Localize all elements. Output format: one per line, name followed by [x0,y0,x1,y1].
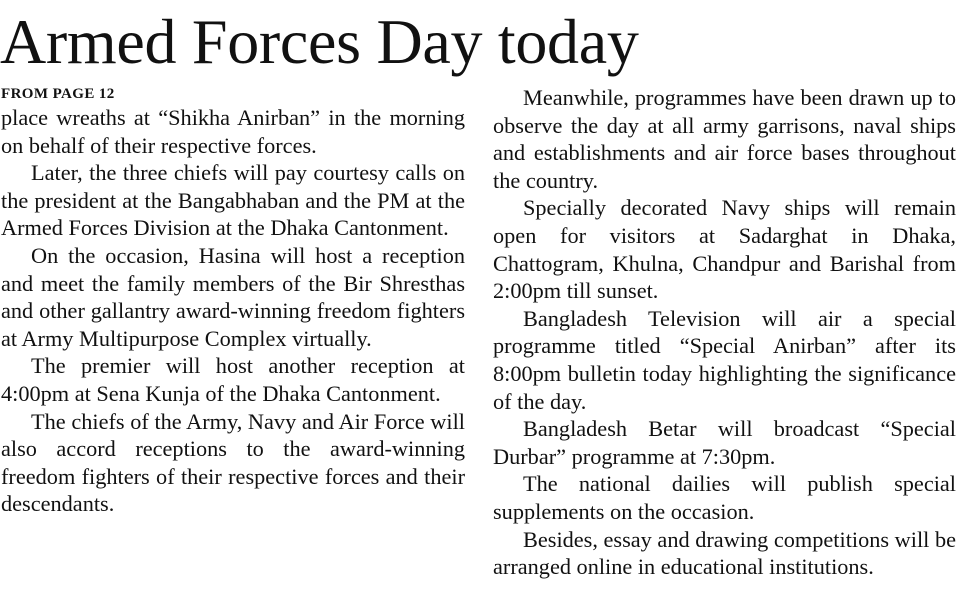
jump-line: FROM PAGE 12 [1,86,115,102]
paragraph: The chiefs of the Army, Navy and Air Force will also accord receptions to the award-winning freedom fighters of their respective forces and their descendants. [1,408,465,517]
paragraph: The national dailies will publish special supplements on the occasion. [493,471,956,524]
paragraph: Besides, essay and drawing competitions will be arranged online in educational institutions. [493,526,956,580]
paragraph: Bangladesh Betar will broadcast “Special Durbar” programme at 7:30pm. [493,416,956,469]
paragraph: Later, the three chiefs will pay courtesy calls on the president at the Bangabhaban and the PM at the Armed Forces Division at the Dhaka Cantonment. [1,160,465,241]
paragraph: On the occasion, Hasina will host a reception and meet the family members of the Bir Shresthas and other gallantry award-winning freedom fighters at Army Multipurpose Complex virtually. [1,242,465,351]
article-column-left [1,84,465,518]
headline: Armed Forces Day today [0,6,639,77]
paragraph: Meanwhile, programmes have been drawn up to observe the day at all army garrisons, naval ships and establishments and air force bases throughout the country. [493,85,956,193]
paragraph: The premier will host another reception at 4:00pm at Sena Kunja of the Dhaka Cantonment. [1,353,465,406]
paragraph: place wreaths at “Shikha Anirban” in the morning on behalf of their respective forces. [1,105,465,158]
paragraph: Bangladesh Television will air a special programme titled “Special Anirban” after its 8:00pm bulletin today highlighting the significance of the day. [493,305,956,414]
article-column-right [493,84,956,581]
paragraph: Specially decorated Navy ships will remain open for visitors at Sadarghat in Dhaka, Chattogram, Khulna, Chandpur and Barishal from 2:00pm till sunset. [493,195,956,304]
